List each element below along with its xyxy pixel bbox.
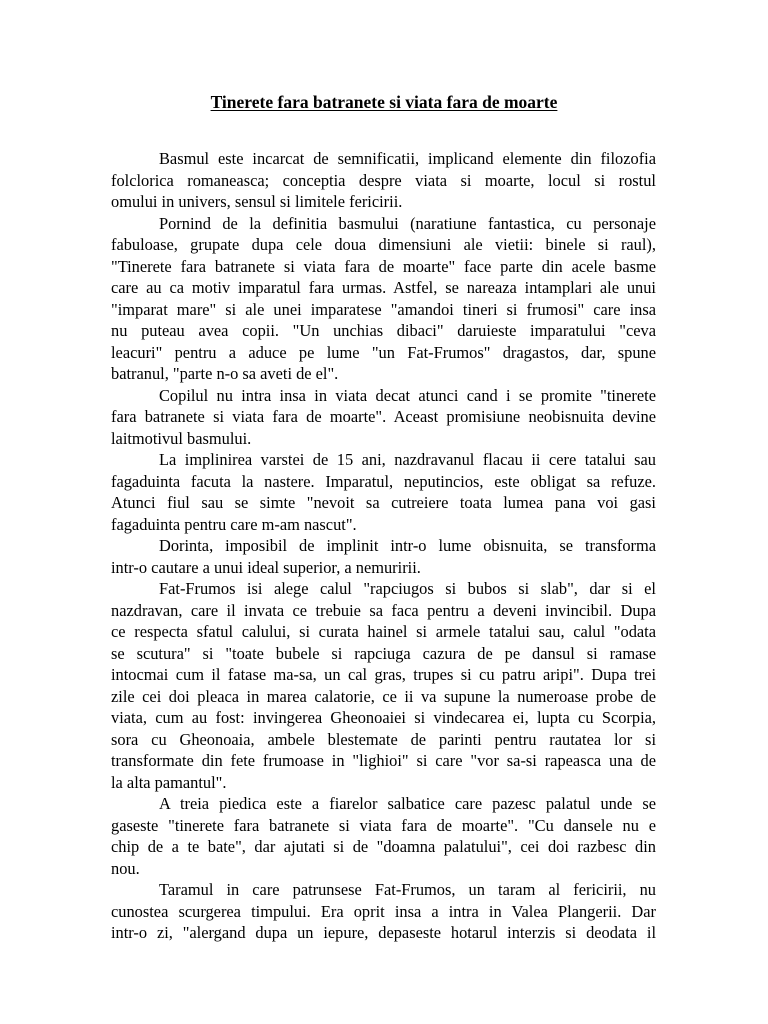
document-title: Tinerete fara batranete si viata fara de moarte bbox=[210, 92, 558, 112]
paragraph-line: Dorinta, imposibil de implinit intr-o lume obisnuita, se transforma bbox=[159, 536, 656, 555]
paragraph-line: intr-o cautare a unui ideal superior, a nemuririi. bbox=[111, 557, 421, 577]
paragraph-line: A treia piedica este a fiarelor salbatice care pazesc palatul unde se bbox=[159, 794, 656, 813]
paragraph-line: omului in univers, sensul si limitele fericirii. bbox=[111, 192, 403, 211]
paragraph-line: folclorica romaneasca; conceptia despre viata si moarte, locul si rostul bbox=[111, 170, 656, 190]
paragraph-line: nazdravan, care il invata ce trebuie sa faca pentru a deveni invincibil. Dupa bbox=[111, 600, 656, 620]
paragraph bbox=[111, 148, 656, 213]
paragraph-line: nou. bbox=[111, 858, 140, 878]
paragraph bbox=[111, 385, 656, 450]
paragraph-line: intocmai cum il fatase ma-sa, un cal gras, trupes si cu patru aripi". Dupa trei bbox=[111, 665, 656, 684]
paragraph-line: care au ca motiv imparatul fara urmas. Astfel, se nareaza intamplari ale unui bbox=[111, 278, 656, 297]
paragraph-line: cunostea scurgerea timpului. Era oprit insa a intra in Valea Plangerii. Dar bbox=[111, 901, 656, 921]
paragraph-line: viata, cum au fost: invingerea Gheonoaiei si vindecarea ei, lupta cu Scorpia, bbox=[111, 708, 656, 727]
paragraph-line: Fat-Frumos isi alege calul "rapciugos si bubos si slab", dar si el bbox=[159, 579, 656, 598]
paragraph-line: Atunci fiul sau se simte "nevoit sa cutreiere toata lumea pana voi gasi bbox=[111, 493, 656, 512]
paragraph-line: la alta pamantul". bbox=[111, 772, 227, 792]
paragraph-line: nu puteau avea copii. "Un unchias dibaci" daruieste imparatului "ceva bbox=[111, 321, 656, 340]
paragraph-line: Taramul in care patrunsese Fat-Frumos, un taram al fericirii, nu bbox=[159, 880, 656, 899]
paragraph-line: sora cu Gheonoaia, ambele blestemate de parinti pentru rautatea lor si bbox=[111, 729, 656, 749]
paragraph-line: fagaduinta facuta la nastere. Imparatul, neputincios, este obligat sa refuze. bbox=[111, 471, 656, 491]
paragraph bbox=[111, 578, 656, 793]
paragraph-line: se scutura" si "toate bubele si rapciuga cazura de pe dansul si ramase bbox=[111, 643, 656, 663]
paragraph bbox=[111, 449, 656, 535]
document-body bbox=[111, 148, 656, 944]
paragraph-line: La implinirea varstei de 15 ani, nazdravanul flacau ii cere tatalui sau bbox=[159, 450, 656, 469]
paragraph-line: leacuri" pentru a aduce pe lume "un Fat-Frumos" dragastos, dar, spune bbox=[111, 342, 656, 362]
paragraph-line: ce respecta sfatul calului, si curata hainel si armele tatalui sau, calul "odata bbox=[111, 622, 656, 641]
paragraph-line: batranul, "parte n-o sa aveti de el". bbox=[111, 364, 339, 383]
paragraph-line: fara batranete si viata fara de moarte". Aceast promisiune neobisnuita devine bbox=[111, 407, 656, 426]
paragraph bbox=[111, 793, 656, 879]
paragraph-line: laitmotivul basmului. bbox=[111, 428, 252, 448]
paragraph-line: "imparat mare" si ale unei imparatese "amandoi tineri si frumosi" care insa bbox=[111, 299, 656, 319]
paragraph-line: transformate din fete frumoase in "lighioi" si care "vor sa-si rapeasca una de bbox=[111, 751, 656, 770]
paragraph-line: Pornind de la definitia basmului (naratiune fantastica, cu personaje bbox=[159, 213, 656, 233]
paragraph bbox=[111, 535, 656, 578]
paragraph-line: intr-o zi, "alergand dupa un iepure, depaseste hotarul interzis si deodata il bbox=[111, 923, 656, 942]
paragraph-line: zile cei doi pleaca in marea calatorie, ce ii va supune la numeroase probe de bbox=[111, 686, 656, 706]
paragraph-line: Copilul nu intra insa in viata decat atunci cand i se promite "tinerete bbox=[159, 385, 656, 405]
paragraph-line: fabuloase, grupate dupa cele doua dimensiuni ale vietii: binele si raul), bbox=[111, 235, 656, 254]
paragraph bbox=[111, 879, 656, 944]
paragraph-line: fagaduinta pentru care m-am nascut". bbox=[111, 514, 357, 534]
paragraph bbox=[111, 213, 656, 385]
paragraph-line: chip de a te bate", dar ajutati si de "doamna palatului", cei doi razbesc din bbox=[111, 837, 656, 856]
paragraph-line: "Tinerete fara batranete si viata fara de moarte" face parte din acele basme bbox=[111, 256, 656, 276]
paragraph-line: gaseste "tinerete fara batranete si viata fara de moarte". "Cu dansele nu e bbox=[111, 815, 656, 835]
paragraph-line: Basmul este incarcat de semnificatii, implicand elemente din filozofia bbox=[159, 149, 656, 168]
